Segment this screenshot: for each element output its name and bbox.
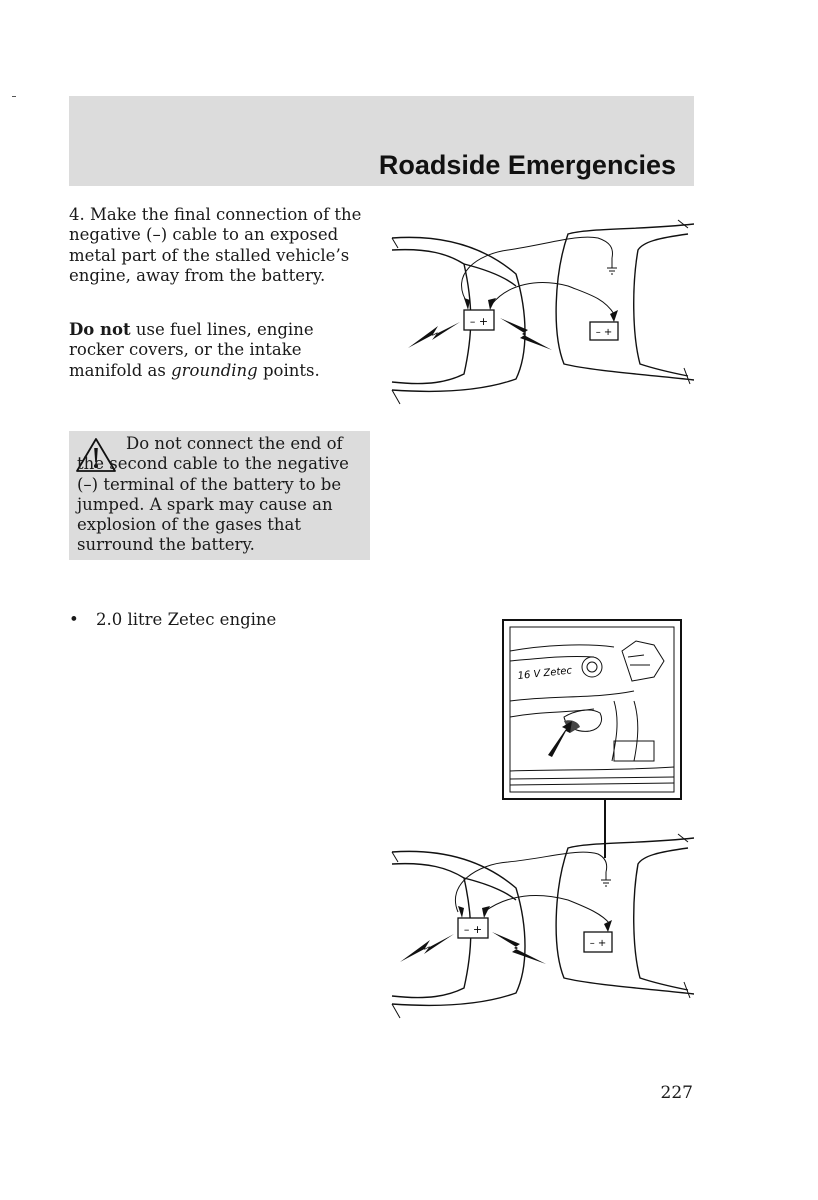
battery-label-right: – + [595,327,613,338]
jump-start-diagram-bottom [388,828,694,1024]
header-band [69,96,694,186]
battery-label-right-2: – + [589,938,607,949]
engine-bay-illustration [504,621,680,798]
jump-start-diagram-top [388,214,694,410]
page-number: 227 [660,1083,693,1103]
battery-label-left-2: – + [463,923,483,936]
engine-photo-frame [502,619,682,800]
page-title: Roadside Emergencies [378,150,676,180]
zetec-badge: 16 V Zetec [517,665,573,682]
do-not-label: Do not [69,320,131,339]
caution-paragraph [69,320,369,381]
step-4-text: 4. Make the final connection of the negative (–) cable to an exposed metal part of the stalled vehicle’s engine, away from the battery. [69,205,362,285]
battery-label-left: – + [469,315,489,328]
warning-text: Do not connect the end of the second cable to the negative (–) terminal of the battery to be jumped. A spark may cause an explosion of the gases that surround the battery. [77,434,349,555]
engine-item-label: 2.0 litre Zetec engine [96,610,277,629]
bullet: • [69,610,79,629]
caution-text-1: use fuel lines, engine rocker covers, or the intake manifold as [69,320,314,380]
engine-list-item [69,610,369,630]
grounding-emphasis: grounding [171,360,258,380]
caution-text-2: points. [257,360,320,380]
warning-box [69,431,370,560]
margin-mark [12,96,16,97]
